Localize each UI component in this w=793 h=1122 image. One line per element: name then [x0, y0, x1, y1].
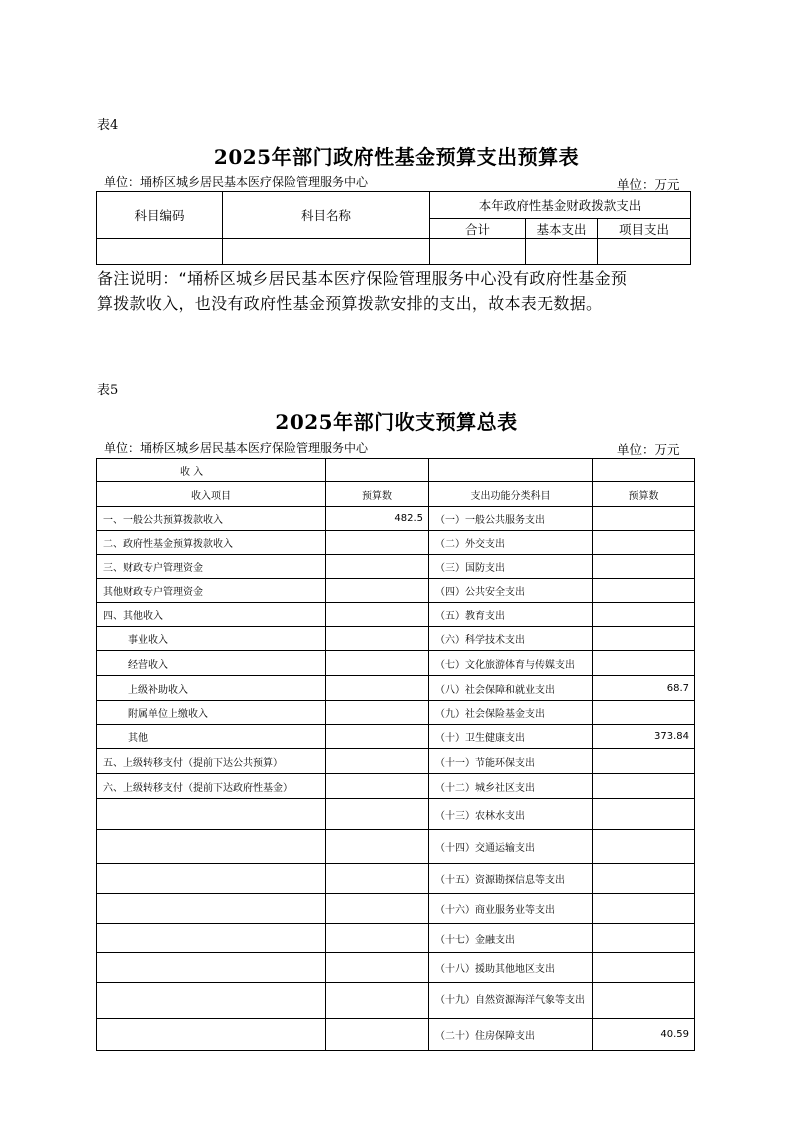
- expense-item: （十八）援助其他地区支出: [429, 953, 593, 983]
- income-item: 附属单位上缴收入: [97, 701, 326, 725]
- expense-item: （四）公共安全支出: [429, 579, 593, 603]
- income-item: 五、上级转移支付（提前下达公共预算）: [97, 749, 326, 774]
- income-amount: [326, 799, 429, 830]
- expense-amount: [593, 531, 695, 555]
- expense-item: （十四）交通运输支出: [429, 830, 593, 864]
- empty-cell: [97, 239, 223, 265]
- table-row: [97, 651, 695, 676]
- income-item: [97, 953, 326, 983]
- income-item: 其他财政专户管理资金: [97, 579, 326, 603]
- table5-title: 2025年部门收支预算总表: [275, 410, 518, 434]
- expense-amount: [593, 983, 695, 1019]
- expense-amount: [593, 830, 695, 864]
- expense-amount: [593, 507, 695, 531]
- expense-amount: 40.59: [593, 1019, 695, 1051]
- table-row: [97, 701, 695, 725]
- expense-amount: [593, 924, 695, 953]
- table-row: [97, 555, 695, 579]
- income-item: 上级补助收入: [97, 676, 326, 701]
- income-amount: [326, 676, 429, 701]
- expense-item: （十六）商业服务业等支出: [429, 894, 593, 924]
- table-row: [97, 983, 695, 1019]
- expense-item: （十二）城乡社区支出: [429, 774, 593, 799]
- expense-item: （十七）金融支出: [429, 924, 593, 953]
- expense-item: （十五）资源勘探信息等支出: [429, 864, 593, 894]
- table4: [96, 191, 691, 265]
- table-row: [97, 924, 695, 953]
- income-header: 收 入: [97, 459, 326, 482]
- income-amount: [326, 983, 429, 1019]
- expense-item: （十三）农林水支出: [429, 799, 593, 830]
- header-name: 科目名称: [223, 192, 430, 239]
- table-row: [97, 799, 695, 830]
- empty-cell: [593, 459, 695, 482]
- expense-amount: [593, 651, 695, 676]
- expense-amount: [593, 579, 695, 603]
- col-header-expense-amount: 预算数: [593, 482, 695, 507]
- income-item: 事业收入: [97, 627, 326, 651]
- income-item: [97, 894, 326, 924]
- income-item: 二、政府性基金预算拨款收入: [97, 531, 326, 555]
- income-amount: [326, 864, 429, 894]
- table-row: [97, 676, 695, 701]
- table-row: [97, 864, 695, 894]
- table-row: [97, 830, 695, 864]
- empty-cell: [429, 459, 593, 482]
- income-amount: [326, 531, 429, 555]
- header-total: 合计: [430, 219, 526, 239]
- income-amount: [326, 749, 429, 774]
- expense-amount: [593, 555, 695, 579]
- income-amount: [326, 1019, 429, 1051]
- expense-amount: [593, 894, 695, 924]
- income-item: 经营收入: [97, 651, 326, 676]
- income-amount: [326, 774, 429, 799]
- income-amount: [326, 953, 429, 983]
- income-item: 其他: [97, 725, 326, 749]
- table4-remark-line1: 备注说明：“埇桥区城乡居民基本医疗保险管理服务中心没有政府性基金预: [97, 269, 628, 288]
- expense-item: （十）卫生健康支出: [429, 725, 593, 749]
- expense-item: （六）科学技术支出: [429, 627, 593, 651]
- table-row: [97, 1019, 695, 1051]
- empty-cell: [430, 239, 526, 265]
- expense-item: （十一）节能环保支出: [429, 749, 593, 774]
- income-amount: [326, 579, 429, 603]
- table4-label: 表4: [97, 118, 119, 133]
- expense-item: （九）社会保险基金支出: [429, 701, 593, 725]
- expense-item: （八）社会保障和就业支出: [429, 676, 593, 701]
- income-amount: [326, 725, 429, 749]
- income-amount: [326, 603, 429, 627]
- expense-item: （十九）自然资源海洋气象等支出: [429, 983, 593, 1019]
- table-row: [97, 603, 695, 627]
- table-row: [97, 507, 695, 531]
- header-project: 项目支出: [598, 219, 691, 239]
- expense-item: （三）国防支出: [429, 555, 593, 579]
- expense-item: （五）教育支出: [429, 603, 593, 627]
- income-amount: [326, 894, 429, 924]
- income-amount: [326, 830, 429, 864]
- expense-amount: [593, 749, 695, 774]
- table5-unit-left: 单位：埇桥区城乡居民基本医疗保险管理服务中心: [104, 441, 369, 455]
- header-basic: 基本支出: [526, 219, 598, 239]
- income-item: 一、一般公共预算拨款收入: [97, 507, 326, 531]
- table-row: [97, 953, 695, 983]
- income-item: 四、其他收入: [97, 603, 326, 627]
- income-amount: 482.5: [326, 507, 429, 531]
- expense-amount: [593, 701, 695, 725]
- table-row: [97, 749, 695, 774]
- expense-item: （一）一般公共服务支出: [429, 507, 593, 531]
- income-item: [97, 983, 326, 1019]
- expense-amount: [593, 774, 695, 799]
- table4-unit-left: 单位：埇桥区城乡居民基本医疗保险管理服务中心: [104, 175, 369, 189]
- empty-cell: [526, 239, 598, 265]
- income-item: [97, 1019, 326, 1051]
- table-row: [97, 627, 695, 651]
- empty-cell: [223, 239, 430, 265]
- table-row: [97, 725, 695, 749]
- table4-title: 2025年部门政府性基金预算支出预算表: [213, 145, 580, 169]
- income-item: [97, 864, 326, 894]
- income-amount: [326, 651, 429, 676]
- income-item: [97, 830, 326, 864]
- table4-remark-line2: 算拨款收入，也没有政府性基金预算拨款安排的支出，故本表无数据。: [97, 294, 603, 313]
- expense-amount: 68.7: [593, 676, 695, 701]
- expense-amount: [593, 864, 695, 894]
- income-item: [97, 924, 326, 953]
- table5-unit-right: 单位：万元: [617, 442, 680, 457]
- table-row: [97, 579, 695, 603]
- table5: [96, 458, 695, 1051]
- table-row: [97, 774, 695, 799]
- expense-amount: [593, 603, 695, 627]
- income-amount: [326, 555, 429, 579]
- expense-amount: 373.84: [593, 725, 695, 749]
- expense-amount: [593, 627, 695, 651]
- col-header-income-amount: 预算数: [326, 482, 429, 507]
- expense-item: （七）文化旅游体育与传媒支出: [429, 651, 593, 676]
- income-item: 六、上级转移支付（提前下达政府性基金）: [97, 774, 326, 799]
- table-row: [97, 531, 695, 555]
- income-item: 三、财政专户管理资金: [97, 555, 326, 579]
- expense-item: （二十）住房保障支出: [429, 1019, 593, 1051]
- table5-label: 表5: [97, 383, 119, 398]
- col-header-expense-item: 支出功能分类科目: [429, 482, 593, 507]
- income-amount: [326, 924, 429, 953]
- expense-amount: [593, 799, 695, 830]
- header-group: 本年政府性基金财政拨款支出: [430, 192, 691, 219]
- expense-item: （二）外交支出: [429, 531, 593, 555]
- income-amount: [326, 701, 429, 725]
- expense-amount: [593, 953, 695, 983]
- col-header-income-item: 收入项目: [97, 482, 326, 507]
- empty-cell: [326, 459, 429, 482]
- income-amount: [326, 627, 429, 651]
- table-row: [97, 894, 695, 924]
- table4-unit-right: 单位：万元: [617, 177, 680, 192]
- empty-cell: [598, 239, 691, 265]
- income-item: [97, 799, 326, 830]
- header-code: 科目编码: [97, 192, 223, 239]
